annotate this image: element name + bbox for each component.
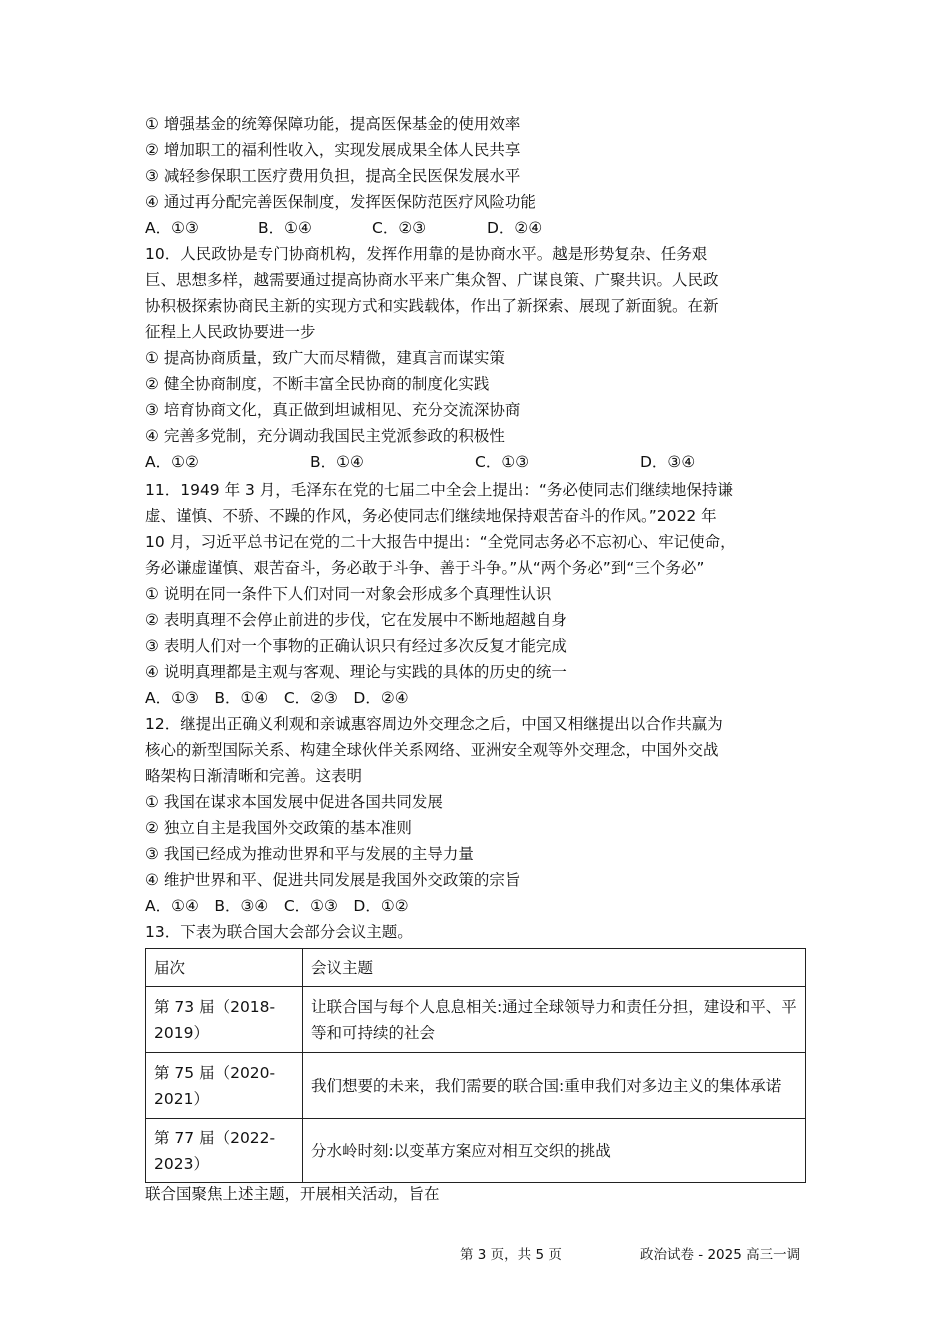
q10-answer-d: D．③④ [640,453,696,471]
q9-answers [145,215,745,241]
q10-answer-b: B．①④ [310,453,364,471]
q13-after-table: 联合国聚焦上述主题，开展相关活动，旨在 [145,1185,440,1203]
q11-option-1: ① 说明在同一条件下人们对同一对象会形成多个真理性认识 [145,585,552,603]
exam-title: 政治试卷 - 2025 高三一调 [640,1247,801,1263]
q12-option-1: ① 我国在谋求本国发展中促进各国共同发展 [145,793,443,811]
q9-option-1: ① 增强基金的统筹保障功能，提高医保基金的使用效率 [145,115,521,133]
q9-answer-c: C．②③ [372,219,427,237]
table-cell-theme: 让联合国与每个人息息相关:通过全球领导力和责任分担，建设和平、平等和可持续的社会 [303,987,806,1053]
q11-option-2: ② 表明真理不会停止前进的步伐，它在发展中不断地超越自身 [145,611,567,629]
table-header-row [146,949,806,987]
q9-option-3: ③ 减轻参保职工医疗费用负担，提高全民医保发展水平 [145,167,521,185]
q13-stem: 13．下表为联合国大会部分会议主题。 [145,923,413,941]
table-header-theme: 会议主题 [303,949,806,987]
q12-option-3: ③ 我国已经成为推动世界和平与发展的主导力量 [145,845,474,863]
q10-answer-a: A．①② [145,453,199,471]
table-row [146,1053,806,1119]
table-row [146,1119,806,1183]
q12-option-2: ② 独立自主是我国外交政策的基本准则 [145,819,412,837]
q11-stem-line-4: 务必谦虚谨慎、艰苦奋斗，务必敢于斗争、善于斗争。”从“两个务必”到“三个务必” [145,559,705,577]
q11-option-3: ③ 表明人们对一个事物的正确认识只有经过多次反复才能完成 [145,637,567,655]
table-cell-session: 第 73 届（2018-2019） [146,987,303,1053]
un-session-table [145,948,806,1183]
q12-option-4: ④ 维护世界和平、促进共同发展是我国外交政策的宗旨 [145,871,521,889]
q9-answer-d: D．②④ [487,219,543,237]
q10-answer-c: C．①③ [475,453,530,471]
q10-stem-line-1: 10．人民政协是专门协商机构，发挥作用靠的是协商水平。越是形势复杂、任务艰 [145,245,708,263]
table-cell-session: 第 75 届（2020-2021） [146,1053,303,1119]
q9-answer-a: A．①③ [145,219,199,237]
table-cell-theme: 我们想要的未来，我们需要的联合国:重申我们对多边主义的集体承诺 [303,1053,806,1119]
q11-stem-line-1: 11．1949 年 3 月，毛泽东在党的七届二中全会上提出：“务必使同志们继续地保持谦 [145,481,733,499]
q12-stem-line-2: 核心的新型国际关系、构建全球伙伴关系网络、亚洲安全观等外交理念，中国外交战 [145,741,719,759]
q9-answer-b: B．①④ [258,219,312,237]
q9-option-2: ② 增加职工的福利性收入，实现发展成果全体人民共享 [145,141,521,159]
q9-option-4: ④ 通过再分配完善医保制度，发挥医保防范医疗风险功能 [145,193,536,211]
q10-answers [145,449,765,475]
page-number: 第 3 页，共 5 页 [460,1247,562,1263]
q11-stem-line-2: 虚、谨慎、不骄、不躁的作风，务必使同志们继续地保持艰苦奋斗的作风。”2022 年 [145,507,717,525]
table-row [146,987,806,1053]
q10-option-1: ① 提高协商质量，致广大而尽精微，建真言而谋实策 [145,349,505,367]
table-cell-session: 第 77 届（2022-2023） [146,1119,303,1183]
q10-option-4: ④ 完善多党制，充分调动我国民主党派参政的积极性 [145,427,505,445]
q11-option-4: ④ 说明真理都是主观与客观、理论与实践的具体的历史的统一 [145,663,567,681]
q10-stem-line-2: 巨、思想多样，越需要通过提高协商水平来广集众智、广谋良策、广聚共识。人民政 [145,271,719,289]
table-header-session: 届次 [146,949,303,987]
q10-stem-line-4: 征程上人民政协要进一步 [145,323,316,341]
q10-option-3: ③ 培育协商文化，真正做到坦诚相见、充分交流深协商 [145,401,521,419]
q12-stem-line-3: 略架构日渐清晰和完善。这表明 [145,767,363,785]
q12-stem-line-1: 12．继提出正确义利观和亲诚惠容周边外交理念之后，中国又相继提出以合作共赢为 [145,715,723,733]
q10-option-2: ② 健全协商制度，不断丰富全民协商的制度化实践 [145,375,490,393]
q12-answers: A．①④ B．③④ C．①③ D．①② [145,897,409,915]
q11-stem-line-3: 10 月，习近平总书记在党的二十大报告中提出：“全党同志务必不忘初心、牢记使命， [145,533,736,551]
table-cell-theme: 分水岭时刻:以变革方案应对相互交织的挑战 [303,1119,806,1183]
q10-stem-line-3: 协积极探索协商民主新的实现方式和实践载体，作出了新探索、展现了新面貌。在新 [145,297,719,315]
q11-answers: A．①③ B．①④ C．②③ D．②④ [145,689,409,707]
